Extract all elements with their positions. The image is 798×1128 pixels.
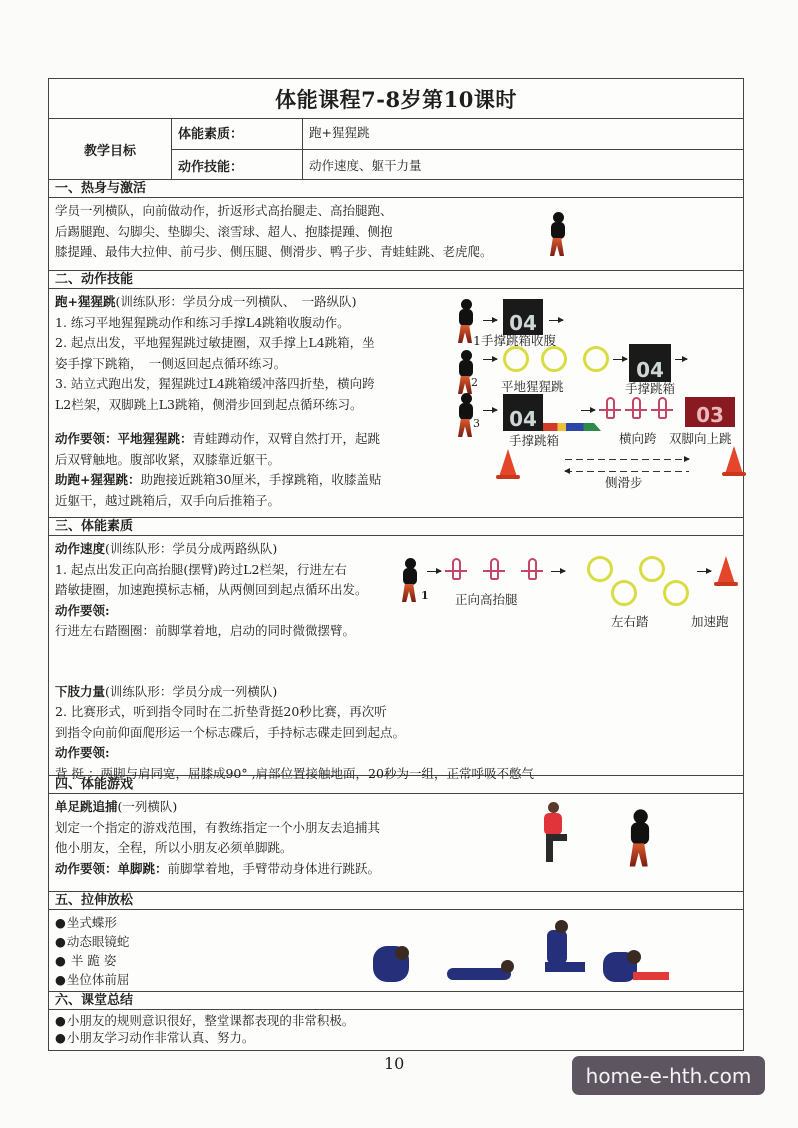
cone-icon <box>725 446 743 474</box>
arrow-icon <box>549 320 563 321</box>
arrow-icon <box>581 410 595 411</box>
vault-box: 04 <box>503 299 543 335</box>
text-line: 1. 起点出发正向高抬腿(摆臂)跨过L2栏架，行进左右 <box>55 561 347 577</box>
arrow-icon <box>483 410 497 411</box>
speed-subtitle: 动作速度(训练队形：学员分成两路纵队) <box>55 541 278 556</box>
vault-box: 04 <box>503 394 543 431</box>
strength-subtitle: 下肢力量(训练队形：学员分成一列横队) <box>55 683 278 699</box>
section-body-summary <box>49 1010 743 1050</box>
goal-row-skill <box>172 149 743 180</box>
section-heading-summary: 六、课堂总结 <box>49 992 743 1010</box>
goal-value: 动作速度、躯干力量 <box>309 157 422 173</box>
arrow-icon <box>551 571 565 572</box>
key-points-heading: 动作要领: <box>55 745 110 760</box>
list-item: ● 动态眼镜蛇 <box>55 932 737 951</box>
vault-box: 04 <box>629 344 671 382</box>
key-points: 助跑+猩猩跳：助跑接近跳箱30厘米，手撑跳箱，收膝盖贴 <box>55 472 382 487</box>
folding-mat-icon <box>543 423 601 431</box>
section-body-game <box>49 794 743 892</box>
agility-ring-icon <box>663 580 689 606</box>
goals-grid <box>172 119 743 179</box>
diagram-label: 1手撑跳箱收腹 <box>473 333 556 348</box>
arrow-icon <box>483 320 497 321</box>
arrow-icon <box>427 571 441 572</box>
text-line: 行进左右踏圈圈：前脚掌着地，启动的同时微微摆臂。 <box>55 623 356 638</box>
skills-subtitle: 跑+猩猩跳(训练队形：学员分成一列横队、 一路纵队) <box>55 294 357 309</box>
text-line: 背 挺 ：两脚与肩同宽，屈膝成90° ,肩部位置接触地面，20秒为一组，正常呼吸不憋气 <box>55 765 534 781</box>
title-row <box>49 79 743 119</box>
text-line: 到指令向前仰面爬形运一个标志碟后，手持标志碟走回到起点。 <box>55 724 406 740</box>
agility-ring-icon <box>587 556 613 582</box>
stretch-poses-image <box>369 916 669 986</box>
speed-diagram <box>399 556 745 646</box>
goal-value: 跑+猩猩跳 <box>309 125 370 140</box>
diagram-number: 2 <box>471 376 478 389</box>
goals-label: 教学目标 <box>49 119 172 179</box>
agility-ring-icon <box>583 346 609 372</box>
dashed-arrow-right-icon <box>565 459 689 460</box>
list-item: ● 小朋友的规则意识很好，整堂课都表现的非常积极。 <box>55 1012 737 1029</box>
running-child-image <box>626 809 655 866</box>
page-number: 10 <box>384 1054 405 1073</box>
diagram-label: 加速跑 <box>691 614 729 629</box>
section-body-stretch <box>49 910 743 992</box>
section-body-warmup <box>49 198 743 271</box>
agility-ring-icon <box>611 580 637 606</box>
section-heading-game: 四、体能游戏 <box>49 776 743 794</box>
text-line: 2. 比赛形式，听到指令同时在二折垫背挺20秒比赛，再次听 <box>55 704 387 719</box>
diagram-label: 平地猩猩跳 <box>501 379 564 394</box>
text-line: 后踢腿跑、勾脚尖、垫脚尖、滚雪球、超人、抱膝提踵、侧抱 <box>55 223 393 239</box>
page-title: 体能课程7-8岁第10课时 <box>275 86 517 112</box>
text-line: 1. 练习平地猩猩跳动作和练习手撑L4跳箱收腹动作。 <box>55 314 350 330</box>
dashed-arrow-left-icon <box>565 471 689 472</box>
diagram-label: 左右踏 <box>611 614 649 629</box>
agility-ring-icon <box>541 346 567 372</box>
agility-ring-icon <box>503 346 529 372</box>
text-line: 学员一列横队，向前做动作，折返形式高抬腿走、高抬腿跑、 <box>55 203 393 218</box>
text-line: 踏敏捷圈，加速跑摸标志桶，从两侧回到起点循环出发。 <box>55 582 368 597</box>
goal-key: 动作技能： <box>172 150 303 180</box>
hurdle-icon <box>483 558 505 582</box>
arrow-icon <box>675 359 687 360</box>
teaching-goals <box>49 119 743 180</box>
list-item: ● 坐式蝶形 <box>55 913 737 932</box>
diagram-number: 1 <box>421 589 429 602</box>
hopping-child-image <box>539 802 569 864</box>
diagram-label: 侧滑步 <box>605 475 643 490</box>
cone-icon <box>499 449 517 477</box>
diagram-label: 手撑跳箱 <box>509 433 560 448</box>
section-heading-skills: 二、动作技能 <box>49 271 743 289</box>
text-line: 他小朋友，全程，所以小朋友必须单脚跳。 <box>55 840 293 855</box>
text-line: L2栏架，双脚跳上L3跳箱，侧滑步回到起点循环练习。 <box>55 396 363 412</box>
hurdle-icon <box>651 397 673 421</box>
text-line: 3. 站立式跑出发，猩猩跳过L4跳箱缓冲落四折垫，横向跨 <box>55 376 375 391</box>
agility-ring-icon <box>639 556 665 582</box>
vault-box-red: 03 <box>685 397 735 427</box>
hurdle-icon <box>599 397 621 421</box>
key-points-heading: 动作要领: <box>55 602 110 618</box>
section-heading-stretch: 五、拉伸放松 <box>49 892 743 910</box>
running-child-image <box>547 212 569 256</box>
list-item: ● 坐位体前屈 <box>55 970 737 989</box>
hurdle-icon <box>625 397 647 421</box>
hurdle-icon <box>445 558 467 582</box>
watermark-badge: home-e-hth.com <box>572 1056 765 1095</box>
skills-diagram <box>449 289 745 518</box>
key-points: 动作要领：平地猩猩跳：青蛙蹲动作，双臂自然打开，起跳 <box>55 431 381 446</box>
text-line: 2. 起点出发，平地猩猩跳过敏捷圈，双手撑上L4跳箱，坐 <box>55 335 375 350</box>
section-body-skills <box>49 289 743 518</box>
game-subtitle: 单足跳追捕(一列横队) <box>55 799 178 814</box>
cone-icon <box>717 556 735 584</box>
section-body-fitness <box>49 536 743 781</box>
text-line: 近躯干，越过跳箱后，双手向后推箱子。 <box>55 492 281 508</box>
list-item: ● 小朋友学习动作非常认真、努力。 <box>55 1029 737 1046</box>
diagram-number: 3 <box>473 417 480 430</box>
text-line: 膝提踵、最伟大拉伸、前弓步、侧压腿、侧滑步、鸭子步、青蛙蛙跳、老虎爬。 <box>55 244 493 259</box>
arrow-icon <box>613 359 627 360</box>
list-item: ● 半 跪 姿 <box>55 951 737 970</box>
diagram-label: 正向高抬腿 <box>455 592 518 607</box>
summary-list <box>55 1012 737 1046</box>
hurdle-icon <box>521 558 543 582</box>
diagram-label: 横向跨 <box>619 431 657 446</box>
goal-key: 体能素质： <box>172 119 303 149</box>
diagram-label: 双脚向上跳 <box>669 431 732 446</box>
lesson-plan-table <box>48 78 744 1051</box>
text-line: 后双臂触地。腹部收紧，双膝靠近躯干。 <box>55 451 281 467</box>
arrow-icon <box>483 359 497 360</box>
runner-icon <box>399 558 421 602</box>
text-line: 姿手撑下跳箱， 一侧返回起点循环练习。 <box>55 355 287 371</box>
section-heading-warmup: 一、热身与激活 <box>49 180 743 198</box>
skills-text <box>55 292 445 511</box>
text-line: 划定一个指定的游戏范围，有教练指定一个小朋友去追捕其 <box>55 819 381 835</box>
diagram-label: 手撑跳箱 <box>625 381 676 396</box>
key-points: 动作要领：单脚跳：前脚掌着地，手臂带动身体进行跳跃。 <box>55 860 381 876</box>
arrow-icon <box>697 571 711 572</box>
goal-row-physical <box>172 119 743 149</box>
section-heading-fitness: 三、体能素质 <box>49 518 743 536</box>
